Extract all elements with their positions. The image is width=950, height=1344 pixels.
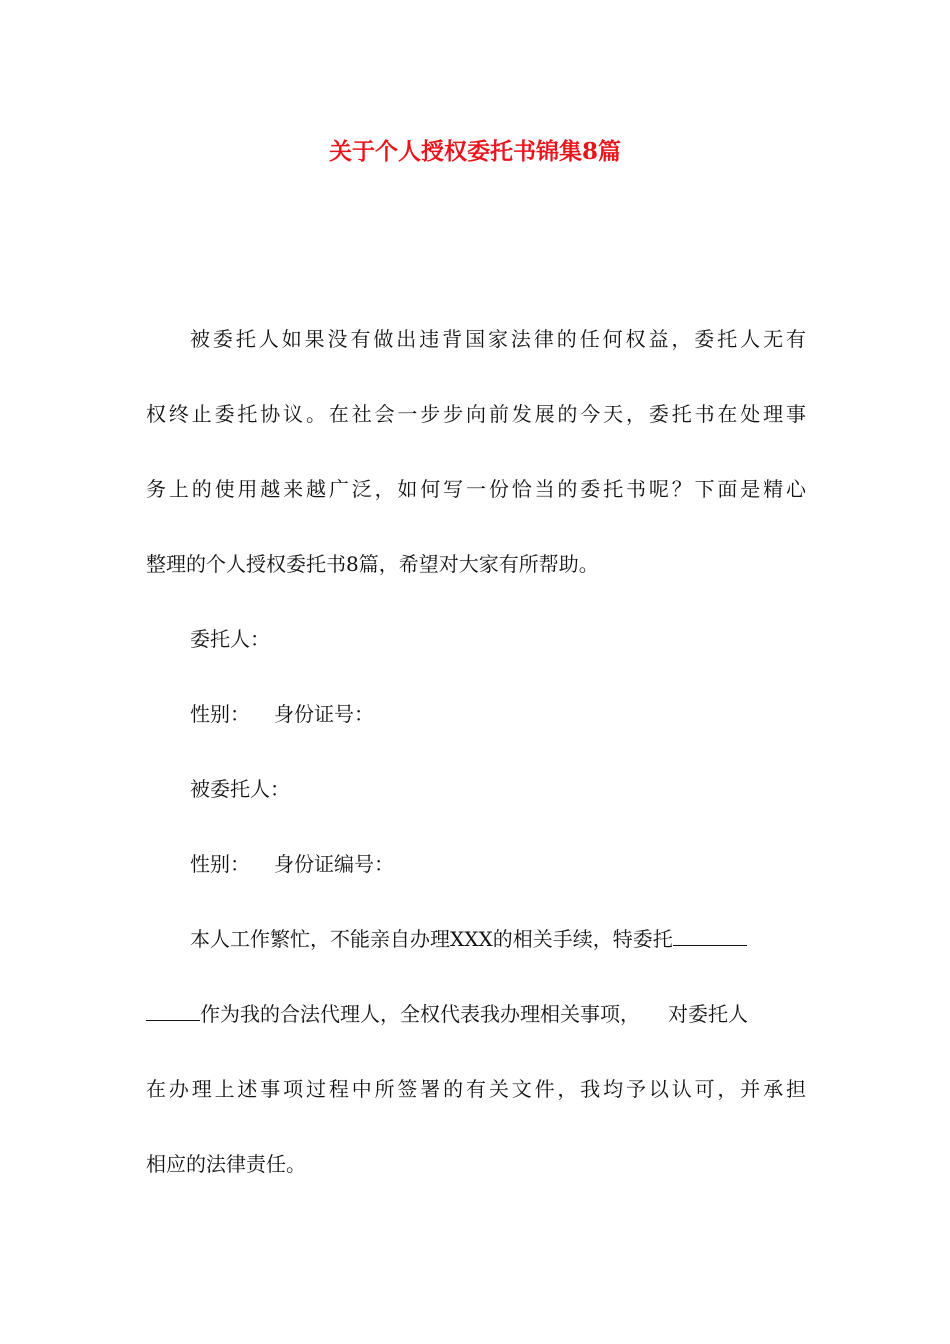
- principal-line: [190, 624, 806, 654]
- agent-name-blank-continued: [146, 1000, 200, 1021]
- intro-line-1: 被委托人如果没有做出违背国家法律的任何权益，委托人无有: [190, 327, 806, 351]
- intro-line-2: 权终止委托协议。在社会一步步向前发展的今天，委托书在处理事: [146, 402, 806, 426]
- agent-line: [190, 774, 806, 804]
- intro-line-3: 务上的使用越来越广泛，如何写一份恰当的委托书呢？下面是精心: [146, 477, 806, 501]
- document-title: 关于个人授权委托书锦集8篇: [328, 138, 621, 165]
- body-line-1: [190, 924, 806, 954]
- principal-id-label: 身份证号：: [274, 702, 374, 726]
- intro-line-4: 整理的个人授权委托书8篇，希望对大家有所帮助。: [146, 552, 599, 576]
- body-line-4: 相应的法律责任。: [146, 1152, 306, 1176]
- agent-name-blank: [673, 925, 747, 946]
- body-line-2-text: 作为我的合法代理人，全权代表我办理相关事项，: [200, 1002, 640, 1026]
- principal-details-line: [190, 699, 806, 729]
- body-line-3: 在办理上述事项过程中所签署的有关文件，我均予以认可，并承担: [146, 1077, 806, 1101]
- agent-details-line: [190, 849, 806, 879]
- body-line-1-text: 本人工作繁忙，不能亲自办理XXX的相关手续，特委托: [190, 927, 673, 951]
- body-line-2-tail: 对委托人: [668, 1002, 748, 1026]
- body-line-2: [146, 999, 806, 1029]
- principal-label: 委托人：: [190, 627, 270, 651]
- principal-gender-label: 性别：: [190, 702, 250, 726]
- agent-gender-label: 性别：: [190, 852, 250, 876]
- agent-label: 被委托人：: [190, 777, 290, 801]
- agent-id-label: 身份证编号：: [274, 852, 394, 876]
